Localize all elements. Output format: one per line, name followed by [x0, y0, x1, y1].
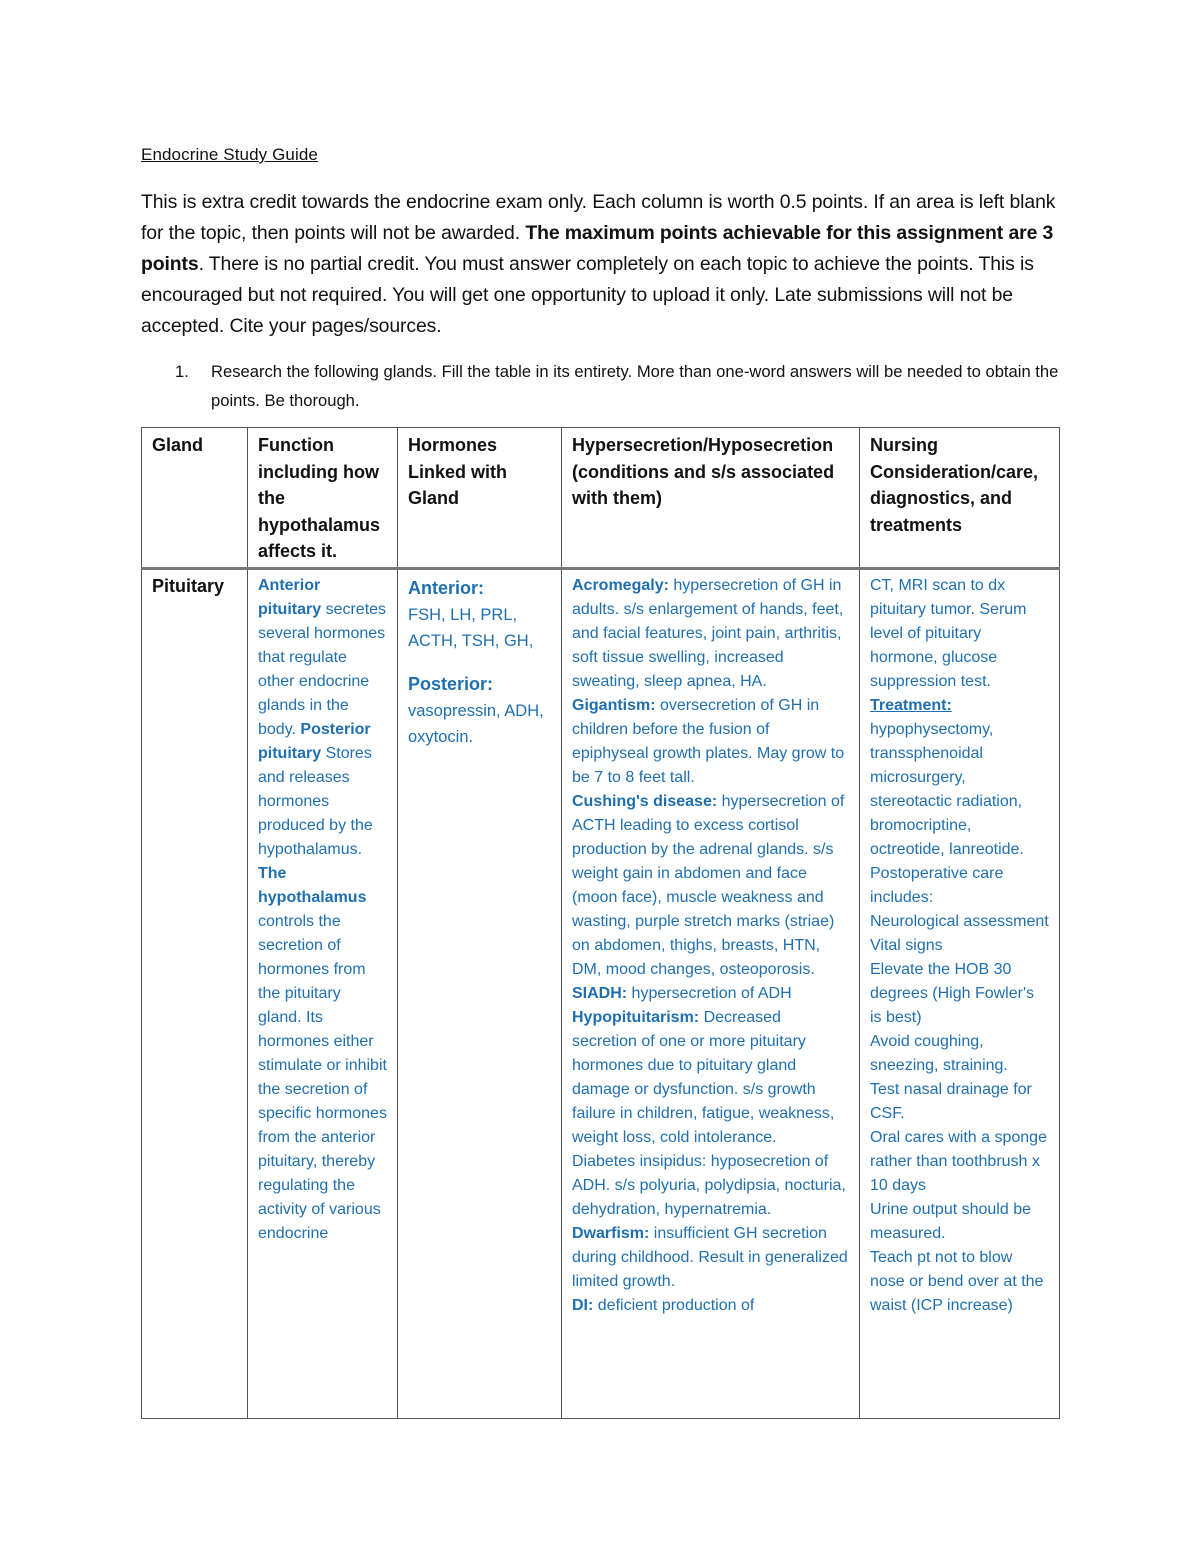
hormones-cell — [398, 568, 562, 1418]
nursing-diagnostics: CT, MRI scan to dx pituitary tumor. Serum level of pituitary hormone, glucose suppression test. — [870, 576, 1027, 690]
condition-gigantism — [572, 694, 849, 790]
condition-dwarfism — [572, 1222, 849, 1294]
intro-text-1: This is extra credit towards the endocrine exam only. Each column is worth 0.5 points. If an area is left blank for the topic, then points will not be awarded. — [141, 191, 1056, 244]
condition-label: Gigantism: — [572, 696, 656, 714]
condition-siadh — [572, 982, 849, 1006]
condition-text: Diabetes insipidus: hyposecretion of ADH. s/s polyuria, polydipsia, nocturia, dehydration, hypernatremia. — [572, 1152, 846, 1218]
header-function: Function including how the hypothalamus affects it. — [248, 428, 398, 569]
intro-bold-text: The maximum points achievable for this assignment are 3 points — [141, 222, 1054, 275]
research-text: Research the following glands. Fill the table in its entirety. More than one-word answers will be needed to obtain the points. Be thorough. — [211, 362, 1059, 410]
list-item: Test nasal drainage for CSF. — [870, 1080, 1032, 1122]
research-instruction — [175, 357, 1075, 415]
header-gland: Gland — [142, 428, 248, 569]
condition-text: insufficient GH secretion during childhood. Result in generalized limited growth. — [572, 1224, 848, 1290]
conditions-cell — [562, 568, 860, 1418]
header-conditions: Hypersecretion/Hyposecretion (conditions and s/s associated with them) — [562, 428, 860, 569]
anterior-pituitary-label: Anterior pituitary — [258, 576, 322, 618]
condition-text: hypersecretion of ACTH leading to excess cortisol production by the adrenal glands. s/s weight gain in abdomen and face (moon face), muscle weakness and wasting, purple stretch marks (striae) on abdomen, thighs, breasts, HTN, DM, mood changes, osteoporosis. — [572, 792, 845, 978]
list-item: Neurological assessment — [870, 912, 1049, 930]
header-nursing: Nursing Consideration/care, diagnostics, and treatments — [860, 428, 1060, 569]
list-item: Oral cares with a sponge rather than toothbrush x 10 days — [870, 1128, 1047, 1194]
hypothalamus-label: The hypothalamus — [258, 864, 367, 906]
hormones-posterior-values: vasopressin, ADH, oxytocin. — [408, 701, 544, 746]
condition-text: deficient production of — [593, 1296, 755, 1314]
hormones-anterior-values: FSH, LH, PRL, ACTH, TSH, GH, — [408, 605, 534, 650]
condition-label: Dwarfism: — [572, 1224, 650, 1242]
condition-label: Acromegaly: — [572, 576, 669, 594]
glands-table — [141, 427, 1060, 1419]
posterior-pituitary-label: Posterior pituitary — [258, 720, 371, 762]
anterior-pituitary-text: secretes several hormones that regulate other endocrine glands in the body. — [258, 600, 387, 738]
intro-paragraph — [141, 187, 1061, 342]
condition-text: oversecretion of GH in children before the fusion of epiphyseal growth plates. May grow to be 7 to 8 feet tall. — [572, 696, 845, 786]
hormones-posterior-label: Posterior: — [408, 673, 494, 694]
hormones-anterior-label: Anterior: — [408, 577, 484, 598]
nursing-postop-intro: Postoperative care includes: — [870, 864, 1004, 906]
header-hormones: Hormones Linked with Gland — [398, 428, 562, 569]
list-item: Elevate the HOB 30 degrees (High Fowler's is best) — [870, 960, 1035, 1026]
condition-text: hypersecretion of ADH — [627, 984, 792, 1002]
condition-cushings — [572, 790, 849, 982]
condition-label: Hypopituitarism: — [572, 1008, 700, 1026]
condition-di — [572, 1294, 849, 1318]
nursing-treatment-label: Treatment: — [870, 696, 952, 714]
condition-text: hypersecretion of GH in adults. s/s enlargement of hands, feet, and facial features, joint pain, arthritis, soft tissue swelling, increased sweating, sleep apnea, HA. — [572, 576, 844, 690]
function-cell — [248, 568, 398, 1418]
condition-text: Decreased secretion of one or more pituitary hormones due to pituitary gland damage or dysfunction. s/s growth failure in children, fatigue, weakness, weight loss, cold intolerance. — [572, 1008, 835, 1146]
condition-label: DI: — [572, 1296, 594, 1314]
nursing-treatment-text: hypophysectomy, transsphenoidal microsurgery, stereotactic radiation, bromocriptine, octreotide, lanreotide. — [870, 720, 1024, 858]
condition-label: SIADH: — [572, 984, 628, 1002]
list-number: 1. — [175, 362, 189, 381]
table-header-row — [142, 428, 1060, 569]
nursing-cell — [860, 568, 1060, 1418]
document-title: Endocrine Study Guide — [141, 145, 318, 164]
gland-cell: Pituitary — [142, 568, 248, 1418]
table-row — [142, 568, 1060, 1418]
list-item: Avoid coughing, sneezing, straining. — [870, 1032, 1008, 1074]
condition-label: Cushing's disease: — [572, 792, 718, 810]
list-item: Vital signs — [870, 936, 943, 954]
hypothalamus-text: controls the secretion of hormones from the pituitary gland. Its hormones either stimulate or inhibit the secretion of specific hormones from the anterior pituitary, thereby regulating the activity of various endocrine — [258, 912, 387, 1242]
list-item: Teach pt not to blow nose or bend over at the waist (ICP increase) — [870, 1248, 1044, 1314]
condition-hypopituitarism — [572, 1006, 849, 1150]
condition-acromegaly — [572, 574, 849, 694]
posterior-pituitary-text: Stores and releases hormones produced by the hypothalamus. — [258, 744, 373, 858]
list-item: Urine output should be measured. — [870, 1200, 1031, 1242]
intro-text-2: . There is no partial credit. You must answer completely on each topic to achieve the points. This is encouraged but not required. You will get one opportunity to upload it only. Late submissions will not be accepted. Cite your pages/sources. — [141, 253, 1034, 337]
condition-diabetes-insipidus — [572, 1150, 849, 1222]
